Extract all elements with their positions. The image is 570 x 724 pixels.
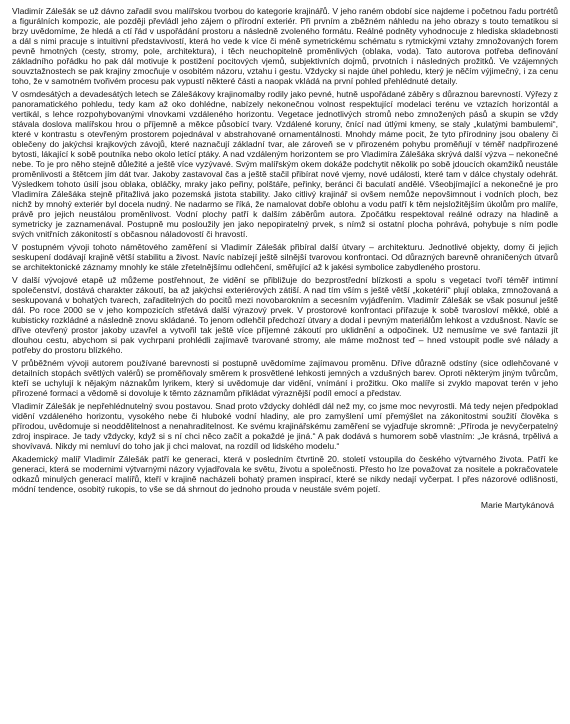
paragraph-5: V průběžném vývoji autorem používané barevnosti si postupně uvědomíme zajímavou proměnu. Dříve důrazně odstíny (sice odlehčované v detailních stopách světlých valérů) se proměňovaly směrem k prosvětlené lehkosti jemných a vzdušných barev. Oproti některým jiným tvůrcům, kteří se uchylují k nějakým náznakům lyrikem, který si uvědomuje dar vidění, vnímání i prožitku. Oko malíře si zvyklo mapovat terén v jeho přirozené formaci a vědomě si dovoluje k těmto záznamům přikládat výraznější podíl emocí a představ. xyxy=(12,358,558,398)
paragraph-1: Vladimír Zálešák se už dávno zařadil svou malířskou tvorbou do kategorie krajinářů. V jeho raném období sice najdeme i početnou řadu portrétů a figurálních kompozic, ale později převládl jeho zájem o přírodní exteriér. Při prvním a zběžném náhledu na jeho obrazy s touto tematikou si brzy uvědomíme, že hledá a ctí řád v uspořádání prostoru a následně zvoleného formátu. Reálné podněty vyhodnocuje z hlediska skladebnosti a dál s nimi pracuje s intuitivní představivostí, která ho vede k více či méně symetrickému schématu s rytmickými vztahy zmnožovaných forem pevně hmotných (cesty, stromy, pole, architektura), i těch neuchopitelně proměnlivých (oblaka, voda). Tato autorova potřeba definování základního pořádku ho pak dál motivuje k postižení pocitových vjemů, subjektivních dojmů, prvotních i následných prožitků. Ve vzájemných souvztažnostech se pak krajiny zmocňuje v osobitém názoru, vztahu i gestu. Vždycky si najde úhel pohledu, který je něčím výjimečný, i za cenu toho, že v samotném tvořivém procesu pak vypustí některé části a naopak vkládá na první pohled přehlédnuté detaily. xyxy=(12,6,558,86)
author-signature: Marie Martykánová xyxy=(480,500,554,510)
paragraph-4: V další vývojové etapě už můžeme postřehnout, že vidění se přibližuje do bezprostřední blízkosti a spolu s vegetací tvoří téměř intimní společenství, dostává charakter zákoutí, ba až jakýchsi exteriérových zátiší. A nad tím vším s ještě větší „koketérií“ plují oblaka, zmnožovaná a seskupovaná v bohatých tvarech, zařaditelných do pocitů mezi novobarokním a secesním vyjádřením. Vladimír Zálešák se však posunul ještě dál. Po roce 2000 se v jeho kompozicích střetává další výrazový prvek. V prostorové konfrontaci přiřazuje k sobě tvarosloví měkké, oblé a kubisticky rozkládné a následně znovu skládané. To jenom odlehčil předchozí útvary a dodal i pevným materiálům lehkost a vzdušnost. Navíc se dříve otevřený prostor jakoby uzavřel a vytvořil tak ještě více příjemné zákoutí pro uklidnění a odpočinek. Už nemusíme ve své fantazii jít dlouhou cestu, abychom si pak vychrpani prohlédli zajímavě tvarované stromy, ale máme možnost teď – hned vstoupit podle své nálady a potřeby do prostoru blízkého. xyxy=(12,275,558,355)
paragraph-6: Vladimír Zálešák je nepřehlédnutelný svou postavou. Snad proto vždycky dohlédl dál než my, co jsme moc nevyrostli. Má tedy nejen předpoklad vidění vzdáleného horizontu, vysokého nebe či hluboké vodní hladiny, ale pro zamyšlení umí přemýšlet na zákonitostmi soužití člověka s přírodou, uvědomuje si neoddělitelnost a nenahraditelnost. Ke svému krajinářskému zaměření se vyjadřuje skromně: „Příroda je nevyčerpatelný zdroj inspirace. Je tady vždycky, když si s ní chci něco začít a pokaždé je jiná.“ A pak dodává s humorem sobě vlastním: „Je krásná, trpělivá a shovívavá. Nikdy mi nemluví do toho jak ji chci malovat, na rozdíl od lidského modelu.“ xyxy=(12,401,558,451)
article-body xyxy=(12,6,558,494)
paragraph-2: V osmdesátých a devadesátých letech se Zálešákovy krajinomalby rodily jako pevné, hutně uspořádané záběry s důraznou barevností. Výřezy z panoramatického pohledu, tedy kam až oko dohlédne, nabízely nekonečnou volnost respektující modelaci terénu ve vztazích horizontál a vertikál, s lehce rozpohybovanými vlnovkami vzdáleného horizontu. Vegetace jednotlivých stromů nebo zmnožených pásů a skupin se vždy stávala doslova malířskou hrou o příjemně a měkce působící tvary. Vzdálené koruny, čnící nad útlými kmeny, se staly „kulatými bambulemi“, které v kontrastu s otevřeným prostorem pojednával v abstrahované ornamentálnosti. Mnohdy máme pocit, že tyto přírodniny jsou obaleny či oblečeny do jakýchsi krajkových závojů, které naznačují základní tvar, ale zároveň se v přirozeném pohybu proměňují v téměř nadpřirozené bytosti, lákající k sobě poutníka nebo okolo letící ptáky. A nad vzdáleným horizontem se pro Vladimíra Zálešáka skrývá další výzva – nekonečné nebe. To je pro něho stejně důležité a ještě více vyzývavé. Svým malířským okem dokáže podchytit několik po sobě jdoucích okamžiků neustále proměnlivosti a štětcem jím dát tvar. Jakoby zastavoval čas a ještě stačil přibírat nové vjemy, nové události, které tam v dálce chystaly odehrát. Výsledkem tohoto úsilí jsou oblaka, obláčky, mraky jako peřiny, polštáře, peřinky, beránci či baculatí andělé. Všeobjímající a nekonečné je pro Vladimíra Zálešáka stejně přitažlivá jako pozemská jistota stability. Jako citlivý krajinář si ovšem nemůže nepovšimnout i vodních ploch, bez nichž by mnohý exteriér byl docela nudný. Ne nadarmo se říká, že namalovat dobře oblohu a vodu patří k těm nejsložitějším úkolům pro malíře, právě pro jejich neustálou proměnlivost. Vodní plochy patří k dalším záběrům autora. Zpočátku respektoval reálné odrazy na hladině a symetricky je zaznamenával. Postupně mu posloužily jen jako nepopiratelný prvek, s nímž si ostatní plocha pohrává, pohybuje s ním podle svých vnitřních zákonitostí s občasnou náladovostí či hravostí. xyxy=(12,89,558,239)
paragraph-3: V postupném vývoji tohoto námětového zaměření si Vladimír Zálešák přibíral další útvary – architekturu. Jednotlivé objekty, domy či jejich seskupení dodávají krajině větší stabilitu a živost. Navíc nabízejí ještě silnější tvarovou konfrontaci. Od důrazných barevně ohraničených útvarů se architektonické záznamy mnohly ke stále zřetelnějšímu odlehčení, směřující až k jakési symbolice zabydleného prostoru. xyxy=(12,242,558,272)
paragraph-7: Akademický malíř Vladimír Zálešák patří ke generaci, která v posledním čtvrtině 20. století vstoupila do českého výtvarného života. Patří ke generaci, která se modernimi výtvarnými názory vyjadřovala ke světu, životu a společnosti. Přesto ho lze považovat za nositele a pokračovatele odkazů minulých generací malířů, kteří v krajině nacházeli bohatý pramen inspirací, které se nikdy nedají vyčerpat. I přes názorové odlišnosti, módní tendence, osobitý rukopis, to vše se dá shrnout do jednoho prouda v neustále svém pojetí. xyxy=(12,454,558,494)
